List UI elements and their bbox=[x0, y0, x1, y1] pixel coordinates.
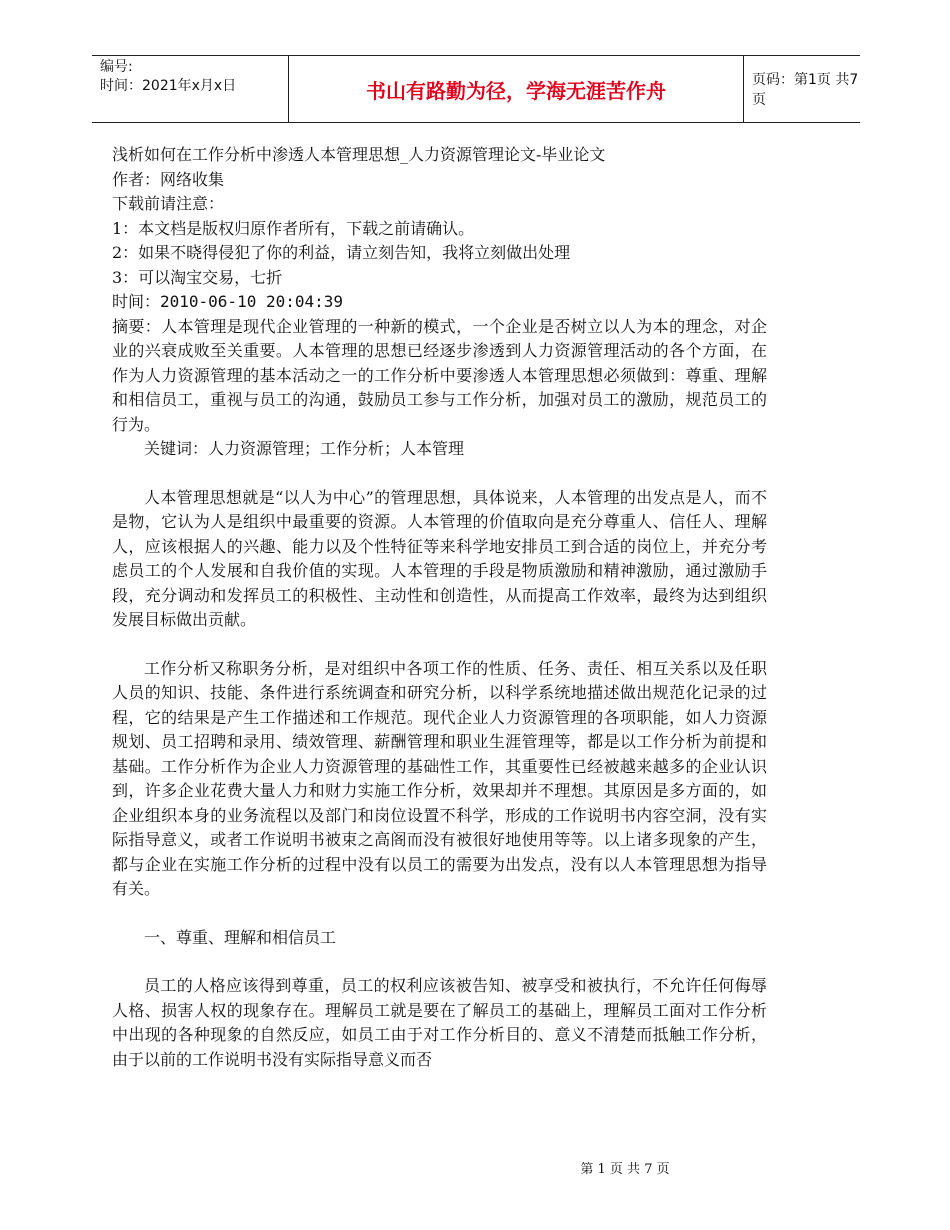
paragraph: 工作分析又称职务分析，是对组织中各项工作的性质、任务、责任、相互关系以及任职人员的知识、技能、条件进行系统调查和研究分析，以科学系统地描述做出规范化记录的过程，它的结果是产生工作描述和工作规范。现代企业人力资源管理的各项职能，如人力资源规划、员工招聘和录用、绩效管理、薪酬管理和职业生涯管理等，都是以工作分析为前提和基础。工作分析作为企业人力资源管理的基础性工作，其重要性已经被越来越多的企业认识到，许多企业花费大量人力和财力实施工作分析，效果却并不理想。其原因是多方面的，如企业组织本身的业务流程以及部门和岗位设置不科学，形成的工作说明书内容空洞，没有实际指导意义，或者工作说明书被束之高阁而没有被很好地使用等等。以上诸多现象的产生，都与企业在实施工作分析的过程中没有以员工的需要为出发点，没有以人本管理思想为指导有关。 bbox=[112, 658, 767, 898]
notice-item: 3：可以淘宝交易，七折 bbox=[112, 267, 283, 287]
document-time-label: 时间：2021年x月x日 bbox=[100, 78, 237, 94]
notice-heading: 下载前请注意： bbox=[112, 194, 225, 213]
keywords: 关键词：人力资源管理；工作分析；人本管理 bbox=[144, 439, 465, 458]
paragraph: 人本管理思想就是“以人为中心”的管理思想，具体说来，人本管理的出发点是人，而不是物，它认为人是组织中最重要的资源。人本管理的价值取向是充分尊重人、信任人、理解人，应该根据人的兴趣、能力以及个性特征等来科学地安排员工到合适的岗位上，并充分考虑员工的个人发展和自我价值的实现。人本管理的手段是物质激励和精神激励，通过激励手段，充分调动和发挥员工的积极性、主动性和创造性，从而提高工作效率，最终为达到组织发展目标做出贡献。 bbox=[112, 487, 767, 629]
article-body bbox=[112, 143, 767, 1072]
header-meta bbox=[92, 56, 288, 122]
header-motto: 书山有路勤为径，学海无涯苦作舟 bbox=[288, 56, 744, 122]
page-header bbox=[92, 55, 860, 123]
page-footer: 第 1 页 共 7 页 bbox=[580, 1162, 670, 1177]
article-author: 作者：网络收集 bbox=[112, 169, 225, 189]
article-title: 浅析如何在工作分析中渗透人本管理思想_人力资源管理论文-毕业论文 bbox=[112, 145, 606, 164]
abstract: 摘要：人本管理是现代企业管理的一种新的模式，一个企业是否树立以人为本的理念，对企业的兴衰成败至关重要。人本管理的思想已经逐步渗透到人力资源管理活动的各个方面，在作为人力资源管理的基本活动之一的工作分析中要渗透人本管理思想必须做到：尊重、理解和相信员工，重视与员工的沟通，鼓励员工参与工作分析，加强对员工的激励，规范员工的行为。 bbox=[112, 316, 767, 434]
section-heading: 一、尊重、理解和相信员工 bbox=[144, 927, 337, 947]
header-page-info: 页码：第1页 共7页 bbox=[752, 72, 859, 108]
article-time: 时间：2010-06-10 20:04:39 bbox=[112, 292, 344, 311]
notice-item: 1：本文档是版权归原作者所有，下载之前请确认。 bbox=[112, 218, 475, 238]
paragraph: 员工的人格应该得到尊重，员工的权利应该被告知、被享受和被执行，不允许任何侮辱人格、损害人权的现象存在。理解员工就是要在了解员工的基础上，理解员工面对工作分析中出现的各种现象的自然反应，如员工由于对工作分析目的、意义不清楚而抵触工作分析，由于以前的工作说明书没有实际指导意义而否 bbox=[112, 976, 767, 1069]
document-number-label: 编号: bbox=[100, 59, 133, 75]
notice-item: 2：如果不晓得侵犯了你的利益，请立刻告知，我将立刻做出处理 bbox=[112, 243, 571, 262]
